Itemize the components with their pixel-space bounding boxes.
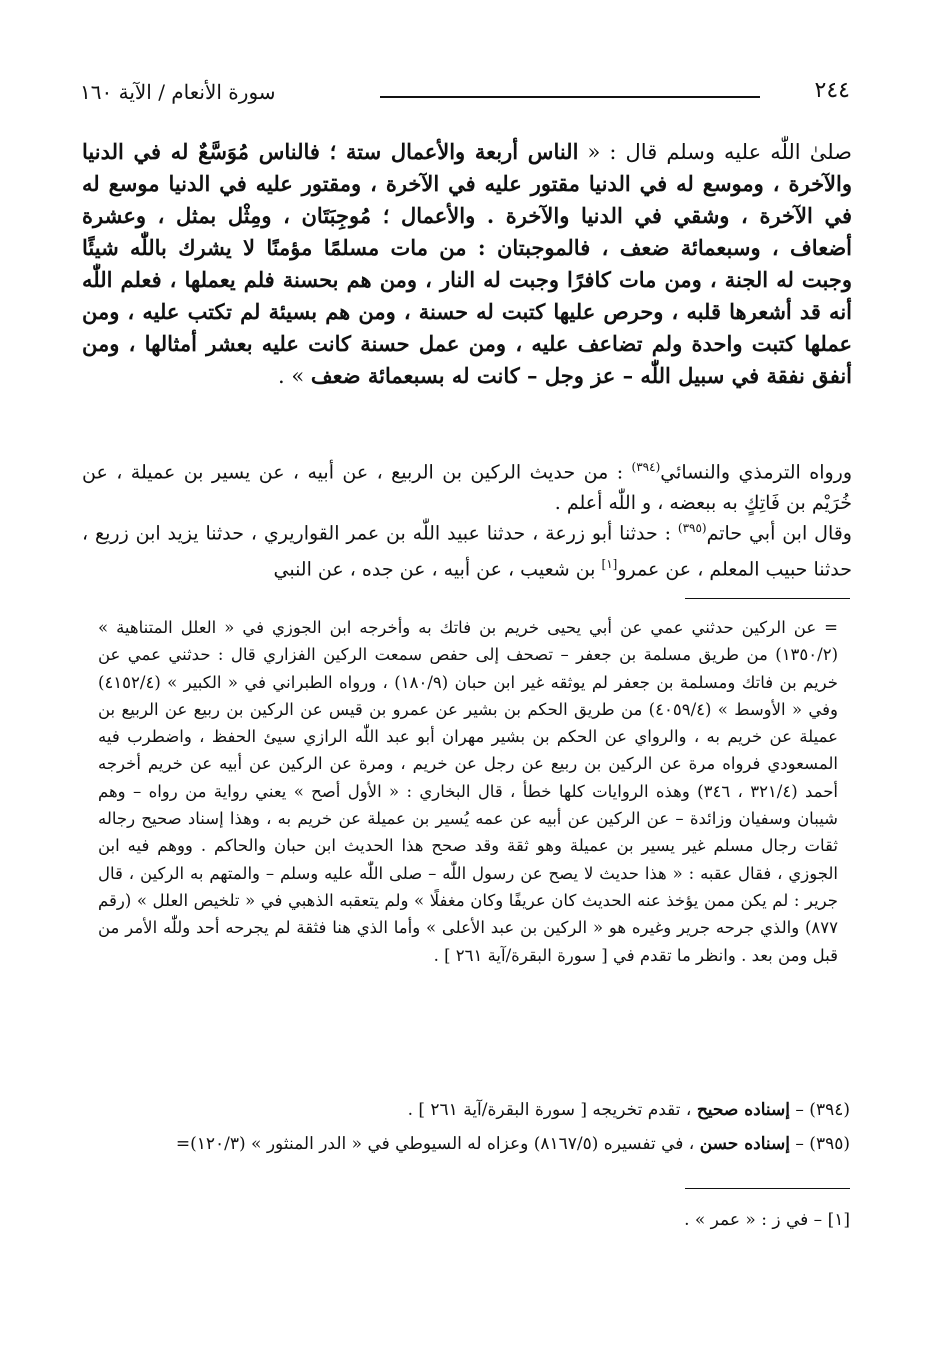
footnote-395-number: (٣٩٥) –: [790, 1134, 850, 1154]
footnote-394-grade: إسناده صحيح: [696, 1100, 790, 1120]
footnote-continuation: = عن الركين حدثني عمي عن أبي يحيى خريم بن فاتك به وأخرجه ابن الجوزي في « العلل المتناهية » (١٣٥٠/٢) من طريق مسلمة بن جعفر – تصحف إلى حفص سمعت الركين الفزاري قال : حدثني عمي عن خريم بن فاتك ومسلمة بن جعفر لم يوثقه غير ابن حبان (١٨٠/٩) ، ورواه الطبراني في « الكبير » (٤١٥٢/٤) وفي « الأوسط » (٤٠٥٩/٤) من طريق الحكم بن بشير عن عمرو بن قيس عن الركين بن ربيع عن الربيع بن عميلة عن خريم به ، والرواي عن الحكم بن بشير مهران أبو عبد اللّٰه الرازي سيئ الحفظ ، واضطرب فيه المسعودي فرواه مرة عن الركين بن ربيع عن رجل عن خريم ، ومرة عن الركين عن أبيه عن خريم أخرجه أحمد (٣٢١/٤ ، ٣٤٦) وهذه الروايات كلها خطأ ، قال البخاري : « الأول أصح » يعني رواية من رواه – وهم شيبان وسفيان وزائدة – عن الركين عن أبيه عن عمه يُسير بن عميلة عن خريم به ، وهذا إسناد صحيح رجاله ثقات رجال مسلم غير يسير بن عميلة وهو ثقة وقد صحح هذا الحديث ابن حبان والحاكم . ووهم فيه ابن الجوزي ، فقال عقبه : « هذا حديث لا يصح عن رسول اللّٰه – صلى اللّٰه عليه وسلم – والمتهم به الركين ، قال جرير : لم يكن ممن يؤخذ عنه الحديث كان عريفًا وكان مغفلًا » ولم يتعقبه الذهبي في « تلخيص العلل » (رقم ٨٧٧) والذي جرحه جرير وغيره هو « الركين بن عبد الأعلى » وأما الذي هنا فثقة لم يجرحه أحد وللّٰه الأمر من قبل ومن بعد . وانظر ما تقدم في [ سورة البقرة/آية ٢٦١ ] .: [98, 618, 838, 965]
p1-text-b: : من حديث الركين بن الربيع ، عن أبيه ، عن يسير بن عميلة ، عن خُرَيْم بن فَاتِكٍ به ببعضه ، و اللّٰه أعلم .: [82, 461, 852, 515]
footnote-394-text: ، تقدم تخريجه [ سورة البقرة/آية ٢٦١ ] .: [407, 1100, 697, 1120]
p2-text-a: وقال ابن أبي حاتم: [706, 522, 852, 545]
variant-note: [١] – في ز : « عمر » .: [684, 1210, 850, 1230]
hadith-body: الناس أربعة والأعمال ستة ؛ فالناس مُوَسَّعٌ له في الدنيا والآخرة ، وموسع له في الدنيا مقتور عليه في الآخرة ، ومقتور عليه في الدنيا موسع له في الآخرة ، وشقي في الدنيا والآخرة . والأعمال ؛ مُوجِبَتَان ، ومِثْل بمثل ، وعشرة أضعاف ، وسبعمائة ضعف ، فالموجبتان : من مات مسلمًا مؤمنًا لا يشرك باللّٰه شيئًا وجبت له الجنة ، ومن مات كافرًا وجبت له النار ، ومن هم بحسنة فلم يعملها ، فعلم اللّٰه أنه قد أشعرها قلبه ، وحرص عليها كتبت له حسنة ، ومن هم بسيئة لم تكتب عليه ، ومن عملها كتبت واحدة ولم تضاعف عليه ، ومن عمل حسنة كانت عليه بعشر أمثالها ، ومن أنفق نفقة في سبيل اللّٰه – عز وجل – كانت له بسبعمائة ضعف: [82, 139, 852, 388]
footnote-ref-395: (٣٩٥): [677, 521, 707, 535]
p2-text-b: : حدثنا أبو زرعة ، حدثنا عبيد اللّٰه بن عمر القواريري ، حدثنا يزيد ابن زريع ، حدثنا حبيب المعلم ، عن عمرو: [82, 522, 852, 581]
footnote-separator: [685, 598, 850, 599]
hadith-tail: » .: [278, 364, 311, 388]
footnote-395: [95, 1130, 850, 1158]
footnote-394-number: (٣٩٤) –: [790, 1100, 850, 1120]
p2-text-c: بن شعيب ، عن أبيه ، عن جده ، عن النبي: [273, 558, 602, 581]
variant-note-ref: [١]: [601, 557, 618, 572]
footnote-395-grade: إسناده حسن: [699, 1134, 790, 1154]
hadith-lead: صلىٰ اللّٰه عليه وسلم قال : «: [578, 140, 852, 164]
running-title: سورة الأنعام / الآية ١٦٠: [80, 80, 276, 104]
variant-separator: [685, 1188, 850, 1189]
page-number: ٢٤٤: [814, 78, 850, 103]
paragraph-tirmidhi: [82, 452, 852, 519]
footnote-394: [95, 1096, 850, 1124]
footnote-ref-394: (٣٩٤): [631, 460, 661, 474]
p1-text-a: ورواه الترمذي والنسائي: [660, 461, 852, 484]
page-header: [80, 78, 850, 114]
header-rule: [380, 96, 760, 98]
footnote-395-text: ، في تفسيره (٨١٦٧/٥) وعزاه له السيوطي في « الدر المنثور » (١٢٠/٣)=: [175, 1134, 700, 1154]
paragraph-ibn-abi-hatim: [82, 513, 852, 586]
hadith-text: [82, 136, 852, 392]
